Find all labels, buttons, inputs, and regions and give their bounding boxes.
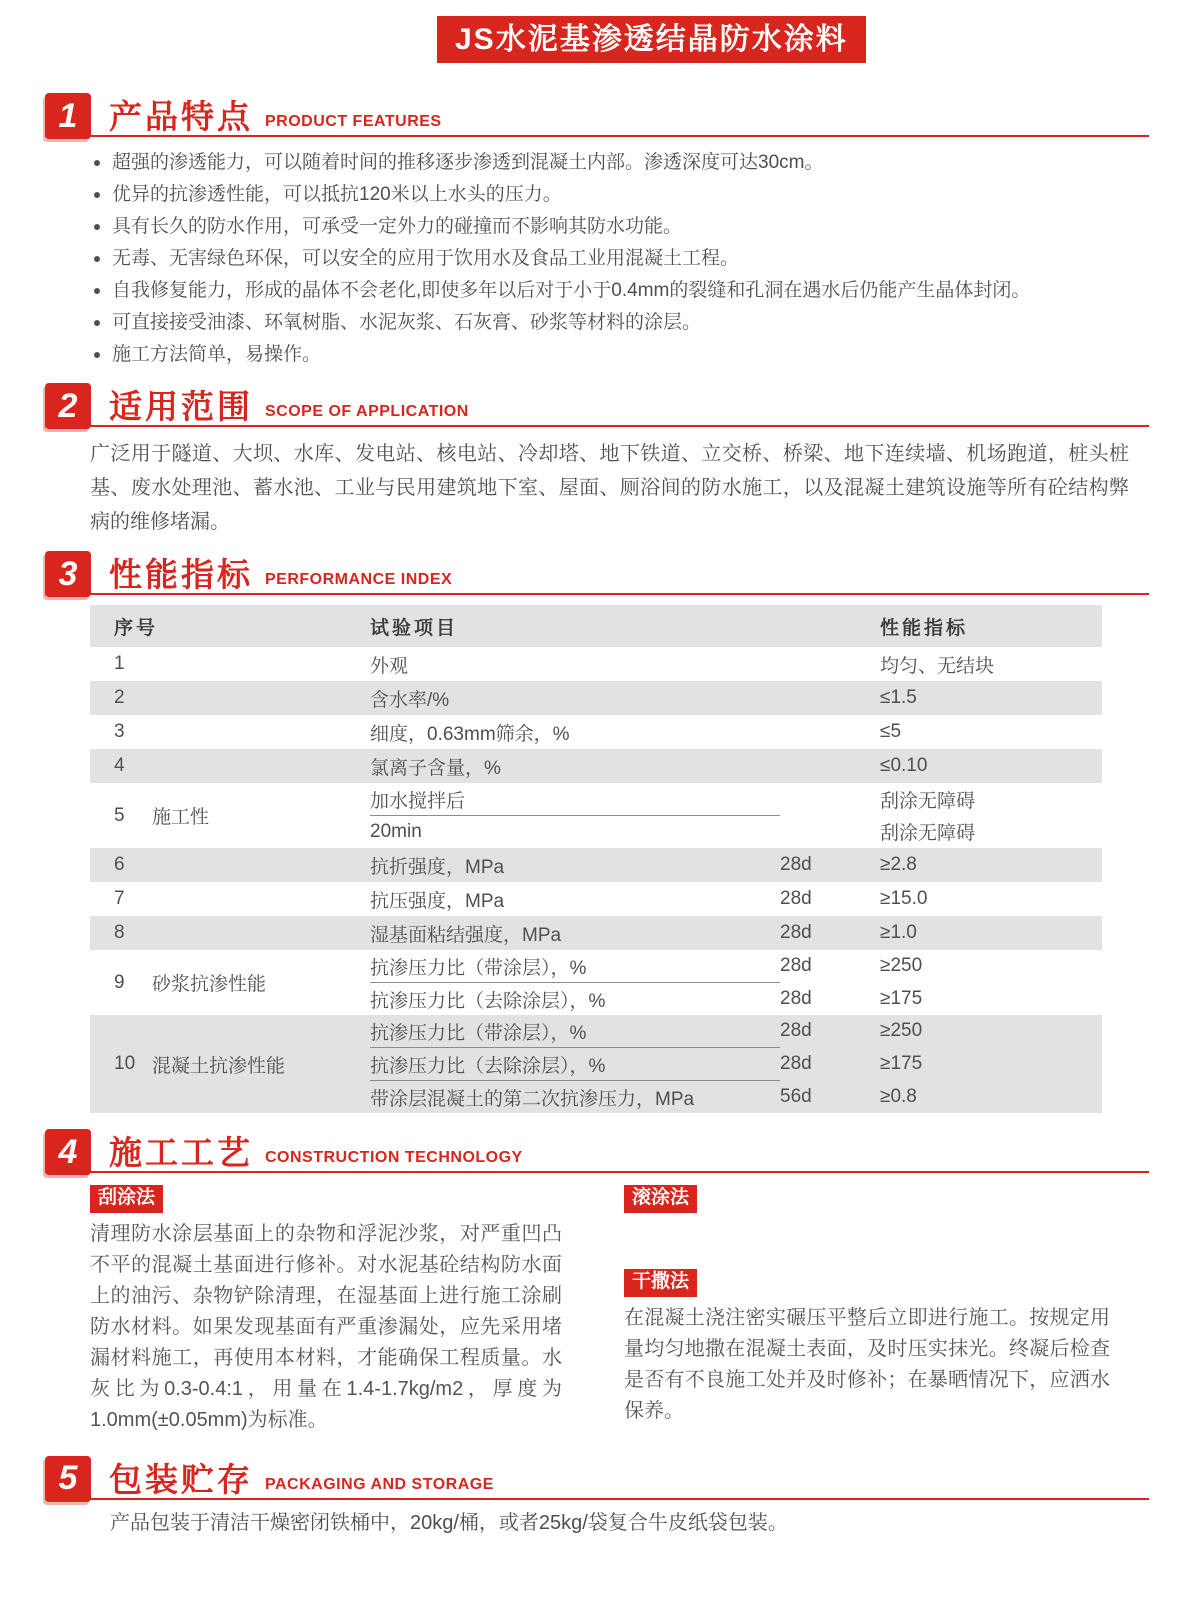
section-number-badge: 4 [45, 1129, 91, 1175]
index-value-cell: ≥0.8 [880, 1081, 1102, 1114]
index-value-cell: ≤5 [880, 721, 902, 742]
feature-bullet: 超强的渗透能力，可以随着时间的推移逐步渗透到混凝土内部。渗透深度可达30cm。 [90, 147, 1149, 179]
row-number: 3 [114, 721, 125, 742]
feature-bullet: 优异的抗渗透性能，可以抵抗120米以上水头的压力。 [90, 179, 1149, 211]
test-item-cell: 20min [370, 821, 422, 842]
feature-bullet: 自我修复能力，形成的晶体不会老化,即使多年以后对于小于0.4mm的裂缝和孔洞在遇水后仍能产生晶体封闭。 [90, 275, 1149, 307]
construction-columns [90, 1185, 1149, 1436]
index-value-cell: ≥250 [880, 955, 923, 977]
row-category [152, 647, 370, 681]
row-number: 9 [114, 971, 125, 993]
row-category [152, 916, 370, 950]
age-cell: 28d [780, 848, 880, 882]
method-badge-scrape: 刮涂法 [90, 1185, 163, 1213]
index-value-cell: ≥175 [880, 1048, 1102, 1081]
index-value-cell: ≤0.10 [880, 749, 1102, 783]
section-number-badge: 1 [45, 93, 91, 139]
section-header-features [45, 93, 1149, 137]
row-category: 施工性 [152, 807, 210, 828]
age-cell [780, 647, 880, 681]
index-value-cell: ≥15.0 [880, 888, 928, 909]
table-row [90, 916, 1102, 950]
index-value-cell: ≥175 [880, 987, 923, 1009]
test-item-cell: 抗压强度，MPa [370, 890, 505, 912]
method-badge-roll: 滚涂法 [624, 1185, 697, 1213]
section-subtitle: PRODUCT FEATURES [265, 113, 442, 130]
page-title: JS水泥基渗透结晶防水涂料 [437, 16, 866, 63]
row-number: 7 [114, 888, 125, 909]
row-category [152, 882, 370, 916]
section-title: 适用范围 [109, 388, 253, 425]
column-header-no: 序号 [90, 605, 370, 647]
index-value-cell: ≤1.5 [880, 681, 1102, 715]
age-cell: 28d [780, 1015, 880, 1048]
section-number-badge: 2 [45, 383, 91, 429]
row-number: 2 [90, 681, 152, 715]
section-subtitle: CONSTRUCTION TECHNOLOGY [265, 1149, 523, 1166]
age-cell: 28d [780, 888, 812, 909]
test-item-cell: 含水率/% [370, 681, 780, 715]
section-subtitle: PERFORMANCE INDEX [265, 571, 453, 588]
table-row [90, 749, 1102, 783]
table-row [90, 783, 1102, 816]
test-item-cell: 外观 [370, 655, 409, 677]
method-badge-dry: 干撒法 [624, 1269, 697, 1297]
row-number: 6 [90, 848, 152, 882]
test-item-cell: 抗渗压力比（带涂层），% [370, 950, 780, 983]
test-item-cell: 湿基面粘结强度，MPa [370, 916, 780, 950]
table-header-row [90, 605, 1102, 647]
features-list [90, 147, 1149, 371]
section-subtitle: SCOPE OF APPLICATION [265, 403, 469, 420]
age-cell [780, 681, 880, 715]
index-value-cell: 刮涂无障碍 [880, 790, 976, 812]
age-cell: 28d [780, 987, 812, 1009]
section-title: 施工工艺 [109, 1134, 253, 1171]
section-header-packaging [45, 1456, 1149, 1500]
column-header-index: 性能指标 [880, 605, 1102, 647]
index-value-cell: ≥1.0 [880, 916, 1102, 950]
column-header-item: 试验项目 [370, 605, 780, 647]
table-row [90, 1015, 1102, 1048]
row-category: 砂浆抗渗性能 [152, 974, 267, 995]
test-item-cell: 抗渗压力比（去除涂层），% [370, 1048, 780, 1081]
row-number: 8 [90, 916, 152, 950]
row-number: 5 [114, 804, 125, 826]
test-item-cell: 抗渗压力比（去除涂层），% [370, 990, 606, 1012]
index-value-cell: 刮涂无障碍 [880, 823, 976, 845]
method-roll-spacer [624, 1213, 1110, 1269]
section-header-performance [45, 551, 1149, 595]
table-row [90, 681, 1102, 715]
row-category: 混凝土抗渗性能 [152, 1015, 370, 1113]
age-cell: 28d [780, 916, 880, 950]
table-row [90, 882, 1102, 916]
feature-bullet: 施工方法简单，易操作。 [90, 339, 1149, 371]
packaging-paragraph: 产品包装于清洁干燥密闭铁桶中，20kg/桶，或者25kg/袋复合牛皮纸袋包装。 [110, 1511, 788, 1534]
section-title: 包装贮存 [109, 1460, 253, 1498]
test-item-cell: 加水搅拌后 [370, 783, 780, 816]
method-text-scrape: 清理防水涂层基面上的杂物和浮泥沙浆，对严重凹凸不平的混凝土基面进行修补。对水泥基砼结构防水面上的油污、杂物铲除清理，在湿基面上进行施工涂刷防水材料。如果发现基面有严重渗漏处，应先采用堵漏材料施工，再使用本材料，才能确保工程质量。水灰比为0.3-0.4:1，用量在1.4-1.7kg/m2，厚度为1.0mm(±0.05mm)为标准。 [90, 1222, 562, 1431]
section-header-construction [45, 1129, 1149, 1173]
test-item-cell: 抗渗压力比（带涂层），% [370, 1015, 780, 1048]
test-item-cell: 细度，0.63mm筛余，% [370, 723, 570, 745]
row-category [152, 681, 370, 715]
age-cell [780, 816, 880, 849]
construction-left-column [90, 1185, 562, 1436]
section-number-badge: 3 [45, 551, 91, 597]
index-value-cell: ≥250 [880, 1015, 1102, 1048]
age-cell: 28d [780, 955, 812, 977]
age-cell [780, 783, 880, 816]
table-row [90, 848, 1102, 882]
feature-bullet: 具有长久的防水作用，可承受一定外力的碰撞而不影响其防水功能。 [90, 211, 1149, 243]
scope-paragraph: 广泛用于隧道、大坝、水库、发电站、核电站、冷却塔、地下铁道、立交桥、桥梁、地下连续墙、机场跑道，桩头桩基、废水处理池、蓄水池、工业与民用建筑地下室、屋面、厕浴间的防水施工，以及混凝土建筑设施等所有砼结构弊病的维修堵漏。 [90, 443, 1129, 533]
performance-table-body [90, 647, 1102, 1113]
method-text-dry: 在混凝土浇注密实碾压平整后立即进行施工。按规定用量均匀地撒在混凝土表面，及时压实抹光。终凝后检查是否有不良施工处并及时修补；在暴晒情况下，应洒水保养。 [624, 1306, 1110, 1422]
section-title: 产品特点 [109, 98, 253, 135]
section-header-scope [45, 383, 1149, 427]
row-category [152, 749, 370, 783]
index-value-cell: ≥2.8 [880, 848, 1102, 882]
section-number-badge: 5 [45, 1456, 91, 1502]
row-number: 1 [114, 653, 125, 674]
performance-table [90, 605, 1102, 1113]
age-cell: 28d [780, 1048, 880, 1081]
table-row [90, 715, 1102, 749]
section-subtitle: PACKAGING AND STORAGE [265, 1475, 494, 1493]
column-header-age [780, 605, 880, 647]
table-row [90, 950, 1102, 983]
test-item-cell: 带涂层混凝土的第二次抗渗压力，MPa [370, 1081, 780, 1114]
age-cell [780, 715, 880, 749]
feature-bullet: 无毒、无害绿色环保，可以安全的应用于饮用水及食品工业用混凝土工程。 [90, 243, 1149, 275]
row-category [152, 715, 370, 749]
construction-right-column [624, 1185, 1110, 1436]
row-number: 4 [90, 749, 152, 783]
row-category [152, 848, 370, 882]
table-row [90, 647, 1102, 681]
age-cell: 56d [780, 1081, 880, 1114]
feature-bullet: 可直接接受油漆、环氧树脂、水泥灰浆、石灰膏、砂浆等材料的涂层。 [90, 307, 1149, 339]
test-item-cell: 抗折强度，MPa [370, 848, 780, 882]
test-item-cell: 氯离子含量，% [370, 749, 780, 783]
index-value-cell: 均匀、无结块 [880, 655, 995, 677]
age-cell [780, 749, 880, 783]
section-title: 性能指标 [109, 556, 253, 593]
row-number: 10 [90, 1015, 152, 1113]
